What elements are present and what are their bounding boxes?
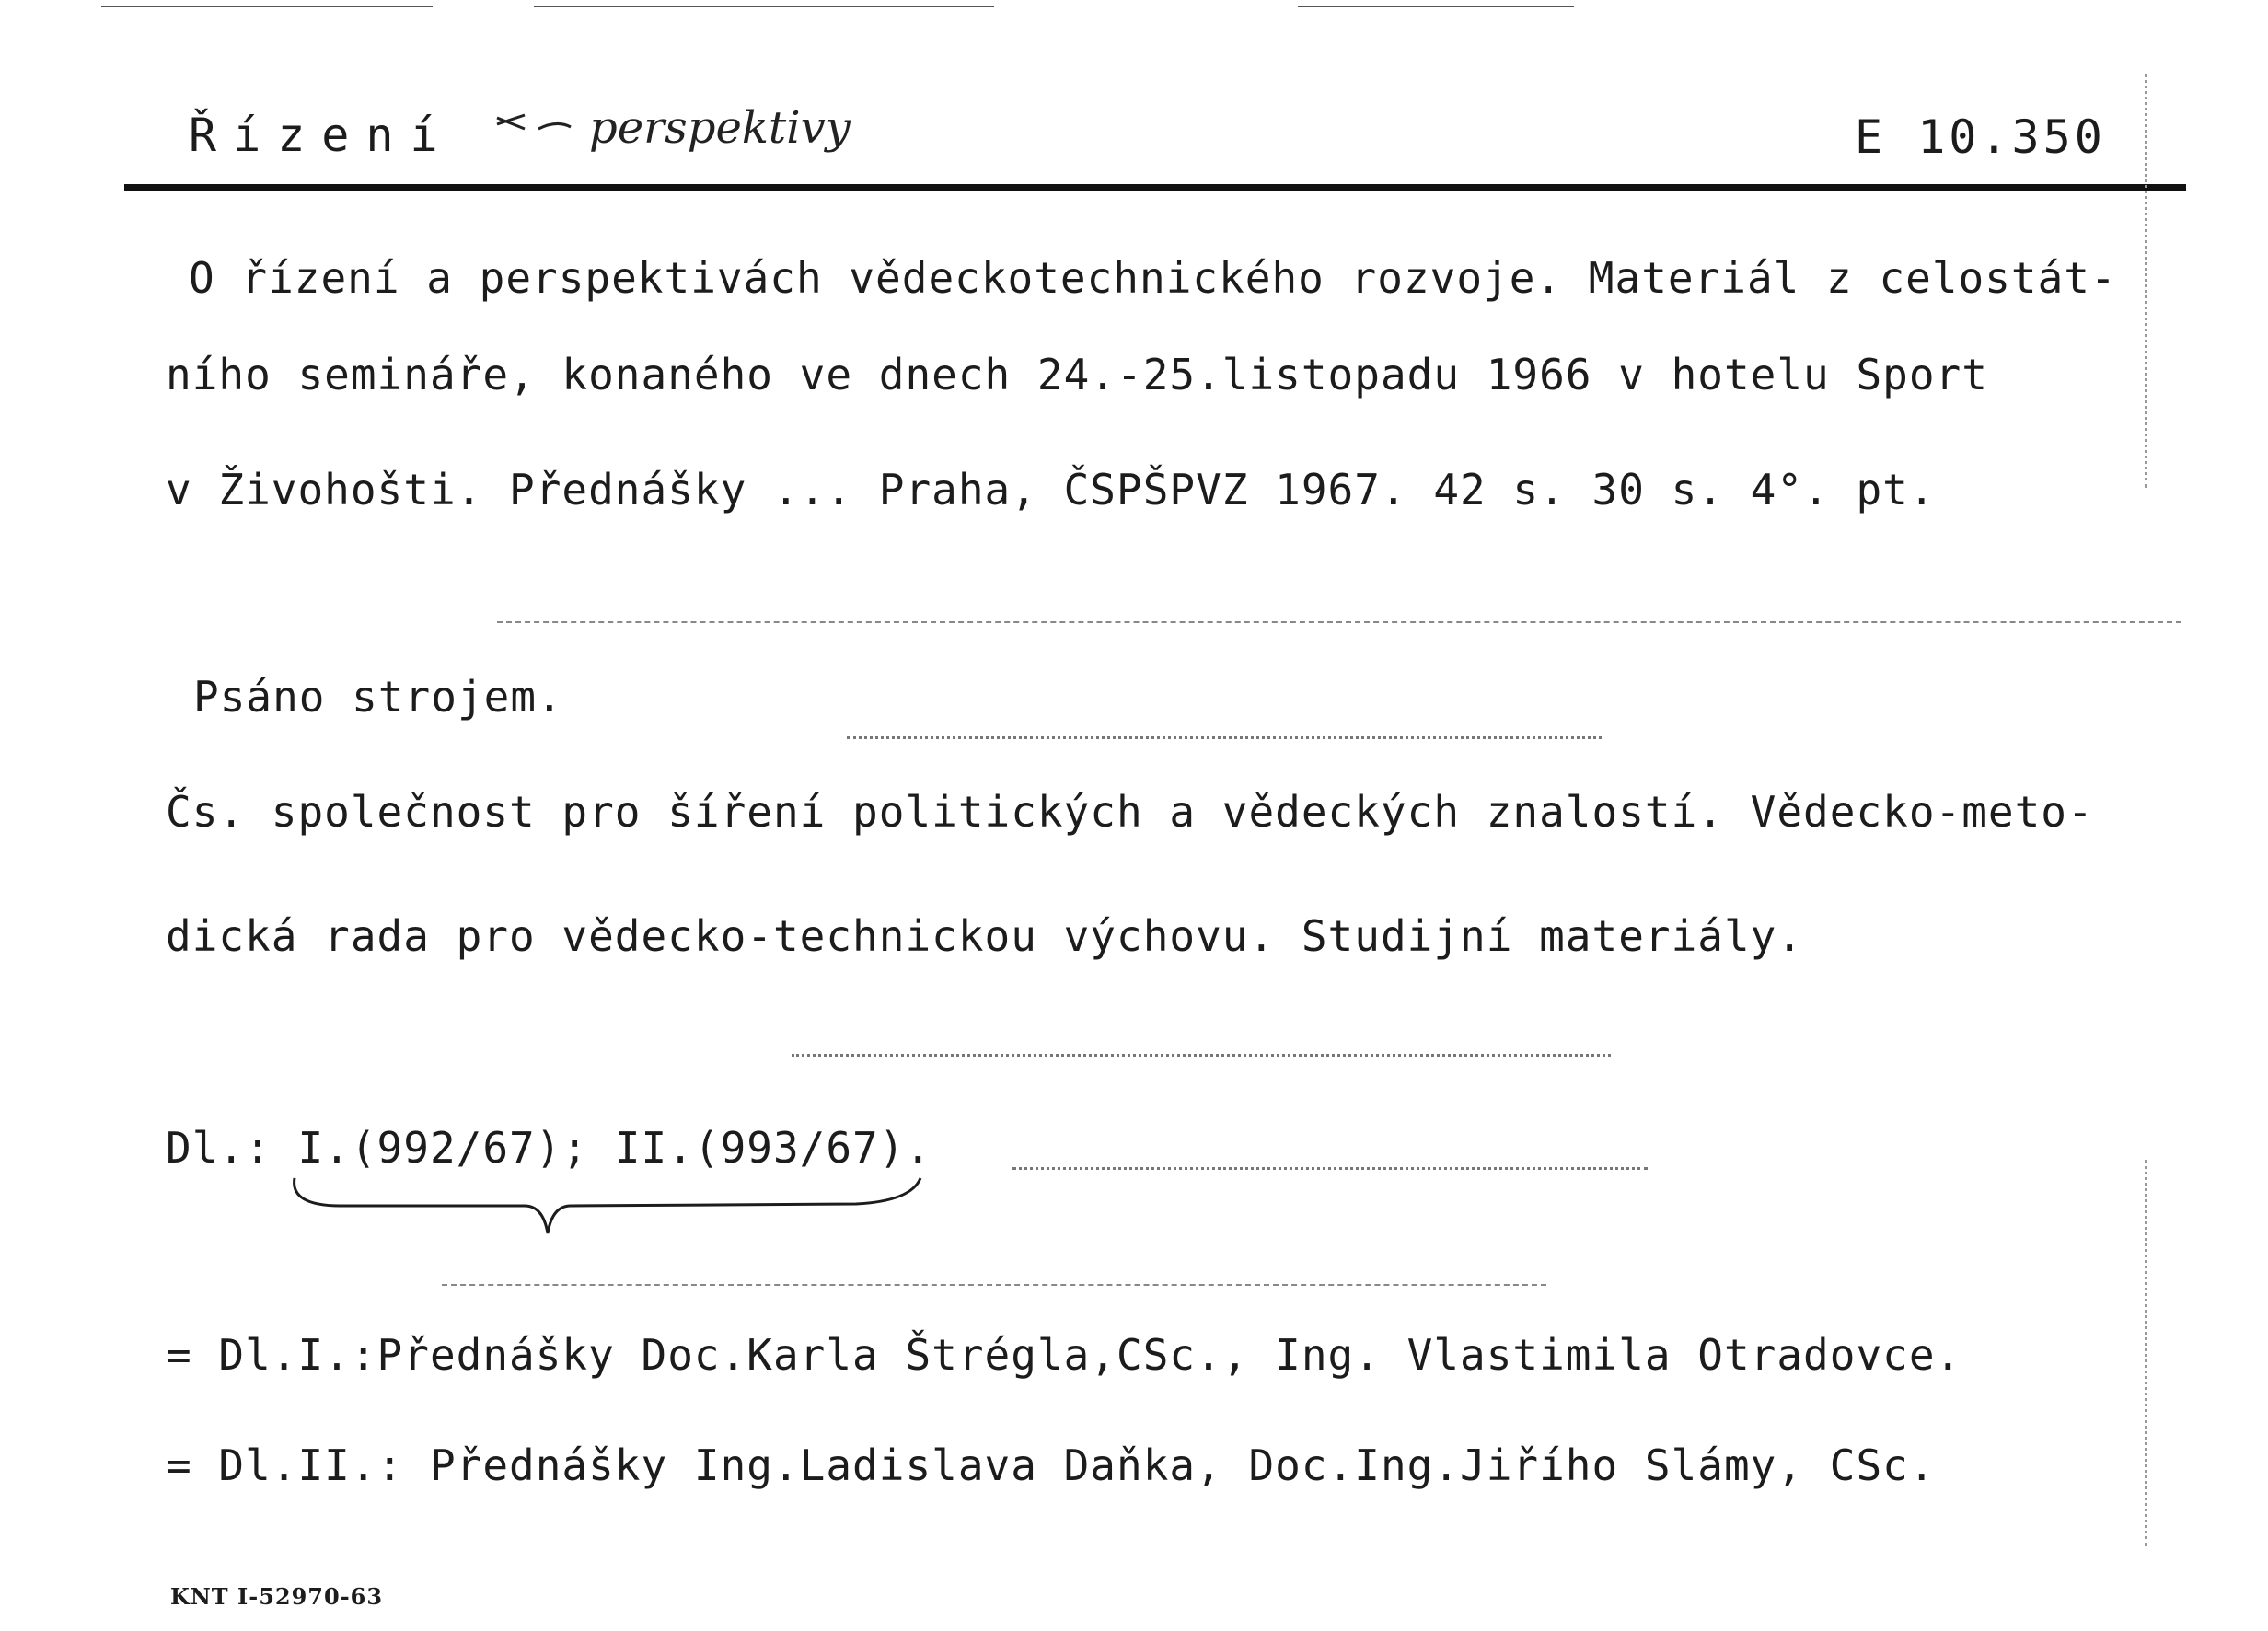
title-line-3: v Živohošti. Přednášky ... Praha, ČSPŠPVZ 1967. 42 s. 30 s. 4°. pt. — [166, 465, 1936, 515]
margin-marks — [2145, 74, 2147, 488]
typed-note: Psáno strojem. — [193, 672, 563, 722]
title-line-1: O řízení a perspektivách vědeckotechnického rozvoje. Materiál z celostát- — [189, 253, 2117, 303]
title-line-2: ního semináře, konaného ve dnech 24.-25.listopadu 1966 v hotelu Sport — [166, 350, 1988, 399]
contents-line-2: = Dl.II.: Přednášky Ing.Ladislava Daňka, Doc.Ing.Jiřího Slámy, CSc. — [166, 1440, 1936, 1490]
subject-heading: Řízení — [189, 109, 455, 162]
handwritten-annotation — [488, 92, 930, 193]
top-edge-line — [534, 6, 994, 7]
series-line-2: dická rada pro vědecko-technickou výchovu. Studijní materiály. — [166, 911, 1804, 961]
contents-line-1: = Dl.I.:Přednášky Doc.Karla Štrégla,CSc., Ing. Vlastimila Otradovce. — [166, 1330, 1962, 1380]
heading-rule — [124, 184, 2186, 191]
printer-code: KNT I-52970-63 — [170, 1583, 384, 1610]
separator-line — [497, 621, 2181, 623]
separator-line — [792, 1054, 1611, 1057]
call-number: E 10.350 — [1855, 110, 2106, 164]
separator-line — [847, 736, 1602, 739]
margin-marks — [2145, 1160, 2147, 1546]
volumes-line: Dl.: I.(992/67); II.(993/67). — [166, 1123, 932, 1173]
handwritten-brace — [285, 1169, 930, 1243]
handwritten-note: perspektivy — [589, 102, 850, 154]
top-edge-line — [1298, 6, 1574, 7]
top-edge-line — [101, 6, 433, 7]
separator-line — [442, 1284, 1546, 1286]
series-line-1: Čs. společnost pro šíření politických a vědeckých znalostí. Vědecko-meto- — [166, 787, 2094, 837]
separator-line — [1012, 1167, 1648, 1170]
